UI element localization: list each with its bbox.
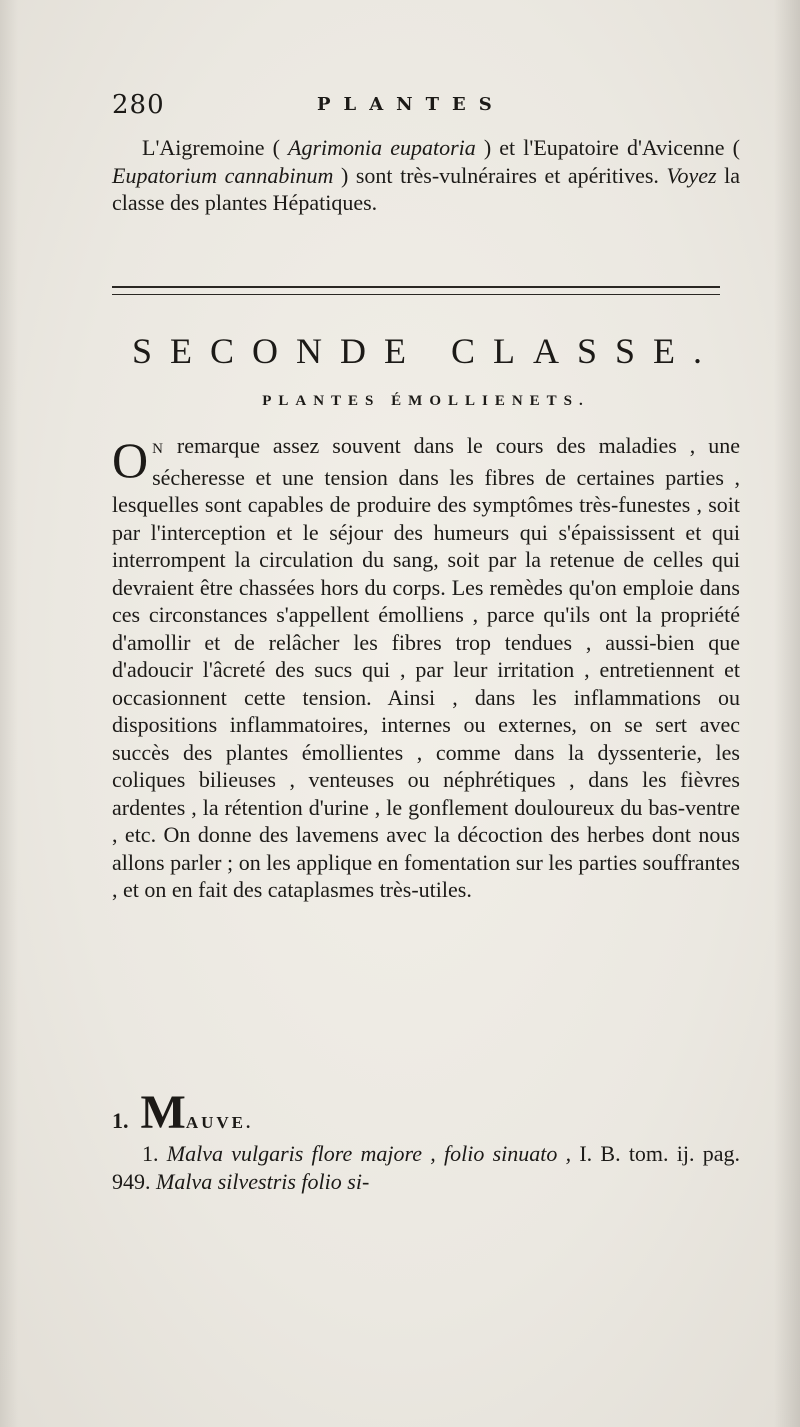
intro-text-4: la classe des plantes Hépatiques. (112, 162, 740, 215)
intro-text-2: ) et l'Eupatoire d'Avicenne ( (475, 135, 740, 160)
entry-title-rest: AUVE. (185, 1113, 254, 1132)
caps-run: N (152, 441, 164, 457)
page-header (112, 90, 732, 130)
body-text: remarque assez souvent dans le cours des maladies , une sécheresse et une tension dans les fibres de certaines parties , lesquelles sont capables de produire des symptômes très-funestes , soit par l'interception et le séjour des humeurs qui s'épaississent et qui interrompent la circulation du sang, soit par la retenue de celles qui devraient être chassées hors du corps. Les remèdes qu'on emploie dans ces circonstances s'appellent émolliens , parce qu'ils ont la propriété d'amollir et de relâcher les fibres trop tendues , aussi-bien que d'adoucir l'âcreté des sucs qui , par leur irritation , entretiennent et occasionnent cette tension. Ainsi , dans les inflammations ou dispositions inflammatoires, internes ou externes, on se sert avec succès des plantes émollientes , comme dans la dyssenterie, les coliques bilieuses , venteuses ou néphrétiques , dans les fièvres ardentes , la rétention d'urine , le gonflement douloureux du bas-ventre , etc. On donne des lavemens avec la décoction des herbes dont nous allons parler ; on les applique en fomentation sur les parties souffrantes , et on en fait des cataplasmes très-utiles. (112, 433, 740, 902)
entry-heading (112, 1085, 253, 1140)
divider-thick-rule (112, 286, 720, 288)
body-paragraph (112, 432, 740, 904)
entry-sub-number: 1. (142, 1141, 167, 1166)
section-title: SECONDE CLASSE. (131, 331, 721, 371)
page-number: 280 (112, 90, 165, 120)
entry-reference: I. B. tom. ij. pag. 949. (112, 1141, 741, 1194)
intro-voyez: Voyez (666, 162, 717, 188)
section-divider (112, 286, 720, 295)
entry-latin-1: Malva vulgaris flore majore , folio sinuato , (166, 1141, 572, 1166)
divider-thin-rule (112, 294, 720, 295)
intro-text-3: ) sont très-vulnéraires et apéritives. (333, 162, 667, 188)
section-subtitle: PLANTES ÉMOLLIENETS. (262, 393, 590, 409)
intro-latin-1: Agrimonia eupatoria (288, 135, 476, 160)
entry-initial: M (140, 1086, 186, 1139)
entry-latin-2: Malva silvestris folio si- (156, 1168, 370, 1194)
page-shadow-left (0, 0, 18, 1427)
intro-text-1: L'Aigremoine ( (142, 135, 288, 160)
entry-paragraph (112, 1140, 740, 1195)
intro-latin-2: Eupatorium cannabinum (112, 162, 334, 188)
page-shadow-right (774, 0, 800, 1427)
entry-number: 1. (112, 1108, 129, 1133)
running-head: PLANTES (317, 94, 505, 115)
intro-paragraph (112, 134, 740, 217)
drop-cap: O (112, 432, 149, 488)
